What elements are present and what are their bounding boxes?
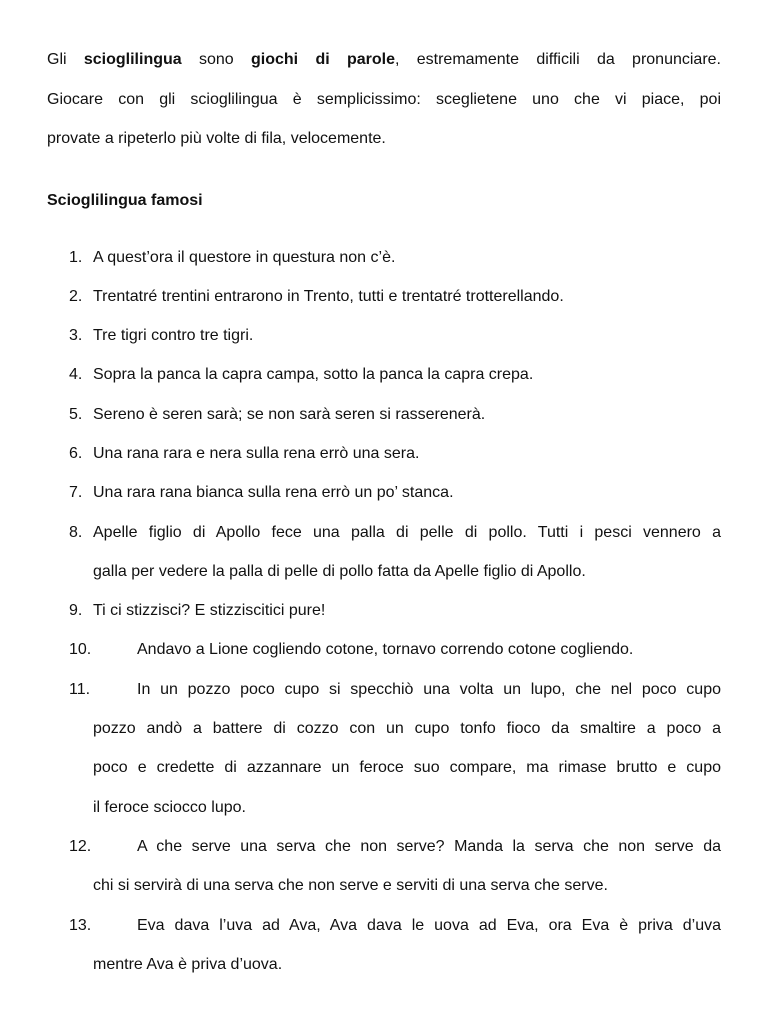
list-item-text: Una rana rara e nera sulla rena errò una sera. (93, 444, 420, 462)
list-item-text: Eva dava l’uva ad Ava, Ava dava le uova ad Eva, ora Eva è priva d’uva (137, 916, 721, 934)
list-item-text: Trentatré trentini entrarono in Trento, tutti e trentatré trotterellando. (93, 287, 564, 305)
list-item (47, 513, 721, 592)
intro-line-1 (47, 40, 721, 80)
list-item (47, 434, 721, 473)
list-item (47, 355, 721, 394)
intro-paragraph (47, 40, 721, 159)
list-item-number: 10. (69, 641, 92, 659)
list-item-number: 8. (69, 523, 83, 541)
list-item-number: 13. (69, 916, 92, 934)
intro-text: sono (181, 51, 252, 68)
list-item-number: 11. (69, 680, 91, 698)
list-item-text: pozzo andò a battere di cozzo con un cupo tonfo fioco da smaltire a poco a (93, 720, 721, 738)
list-item (47, 473, 721, 512)
list-item-text: chi si servirà di una serva che non serve e serviti di una serva che serve. (93, 877, 608, 895)
intro-text: , estremamente difficili da pronunciare. (395, 51, 722, 68)
tongue-twister-list (47, 238, 721, 985)
list-item-number: 2. (69, 287, 83, 305)
list-item-text: Sereno è seren sarà; se non sarà seren si rasserenerà. (93, 405, 486, 423)
bold-term-giochi-di-parole: giochi di parole (251, 51, 395, 68)
list-item-text: A quest’ora il questore in questura non c’è. (93, 248, 396, 266)
section-title: Scioglilingua famosi (47, 191, 203, 209)
list-item (47, 395, 721, 434)
list-item-number: 12. (69, 837, 92, 855)
list-item-text: il feroce sciocco lupo. (93, 798, 246, 816)
list-item-text: Tre tigri contro tre tigri. (93, 327, 254, 345)
list-item-number: 3. (69, 327, 83, 345)
list-item-text: poco e credette di azzannare un feroce suo compare, ma rimase brutto e cupo (93, 759, 721, 777)
list-item-text: Andavo a Lione cogliendo cotone, tornavo correndo cotone cogliendo. (137, 641, 634, 659)
list-item (47, 630, 721, 669)
list-item-number: 9. (69, 602, 83, 620)
bold-term-scioglilingua: scioglilingua (83, 51, 182, 68)
list-item-number: 4. (69, 366, 83, 384)
list-item (47, 238, 721, 277)
list-item-number: 5. (69, 405, 83, 423)
list-item-text: galla per vedere la palla di pelle di pollo fatta da Apelle figlio di Apollo. (93, 562, 586, 580)
list-item (47, 906, 721, 985)
list-item-text: Una rara rana bianca sulla rena errò un po’ stanca. (93, 484, 454, 502)
list-item-text: Ti ci stizzisci? E stizziscitici pure! (93, 602, 326, 620)
list-item-text: Sopra la panca la capra campa, sotto la panca la capra crepa. (93, 366, 534, 384)
intro-text: Gli (47, 51, 84, 68)
list-item-number: 6. (69, 444, 83, 462)
list-item (47, 827, 721, 906)
intro-line-2: Giocare con gli scioglilingua è semplicissimo: sceglietene uno che vi piace, poi (47, 90, 721, 108)
list-item-text: mentre Ava è priva d’uova. (93, 955, 283, 973)
list-item (47, 670, 721, 827)
list-item (47, 316, 721, 355)
list-item-number: 1. (69, 248, 83, 266)
list-item-text: A che serve una serva che non serve? Manda la serva che non serve da (137, 837, 721, 855)
intro-line-3: provate a ripeterlo più volte di fila, velocemente. (47, 130, 386, 147)
list-item-text: Apelle figlio di Apollo fece una palla di pelle di pollo. Tutti i pesci vennero a (93, 523, 721, 541)
list-item (47, 277, 721, 316)
list-item-number: 7. (69, 484, 83, 502)
list-item (47, 591, 721, 630)
list-item-text: In un pozzo poco cupo si specchiò una volta un lupo, che nel poco cupo (137, 680, 721, 698)
